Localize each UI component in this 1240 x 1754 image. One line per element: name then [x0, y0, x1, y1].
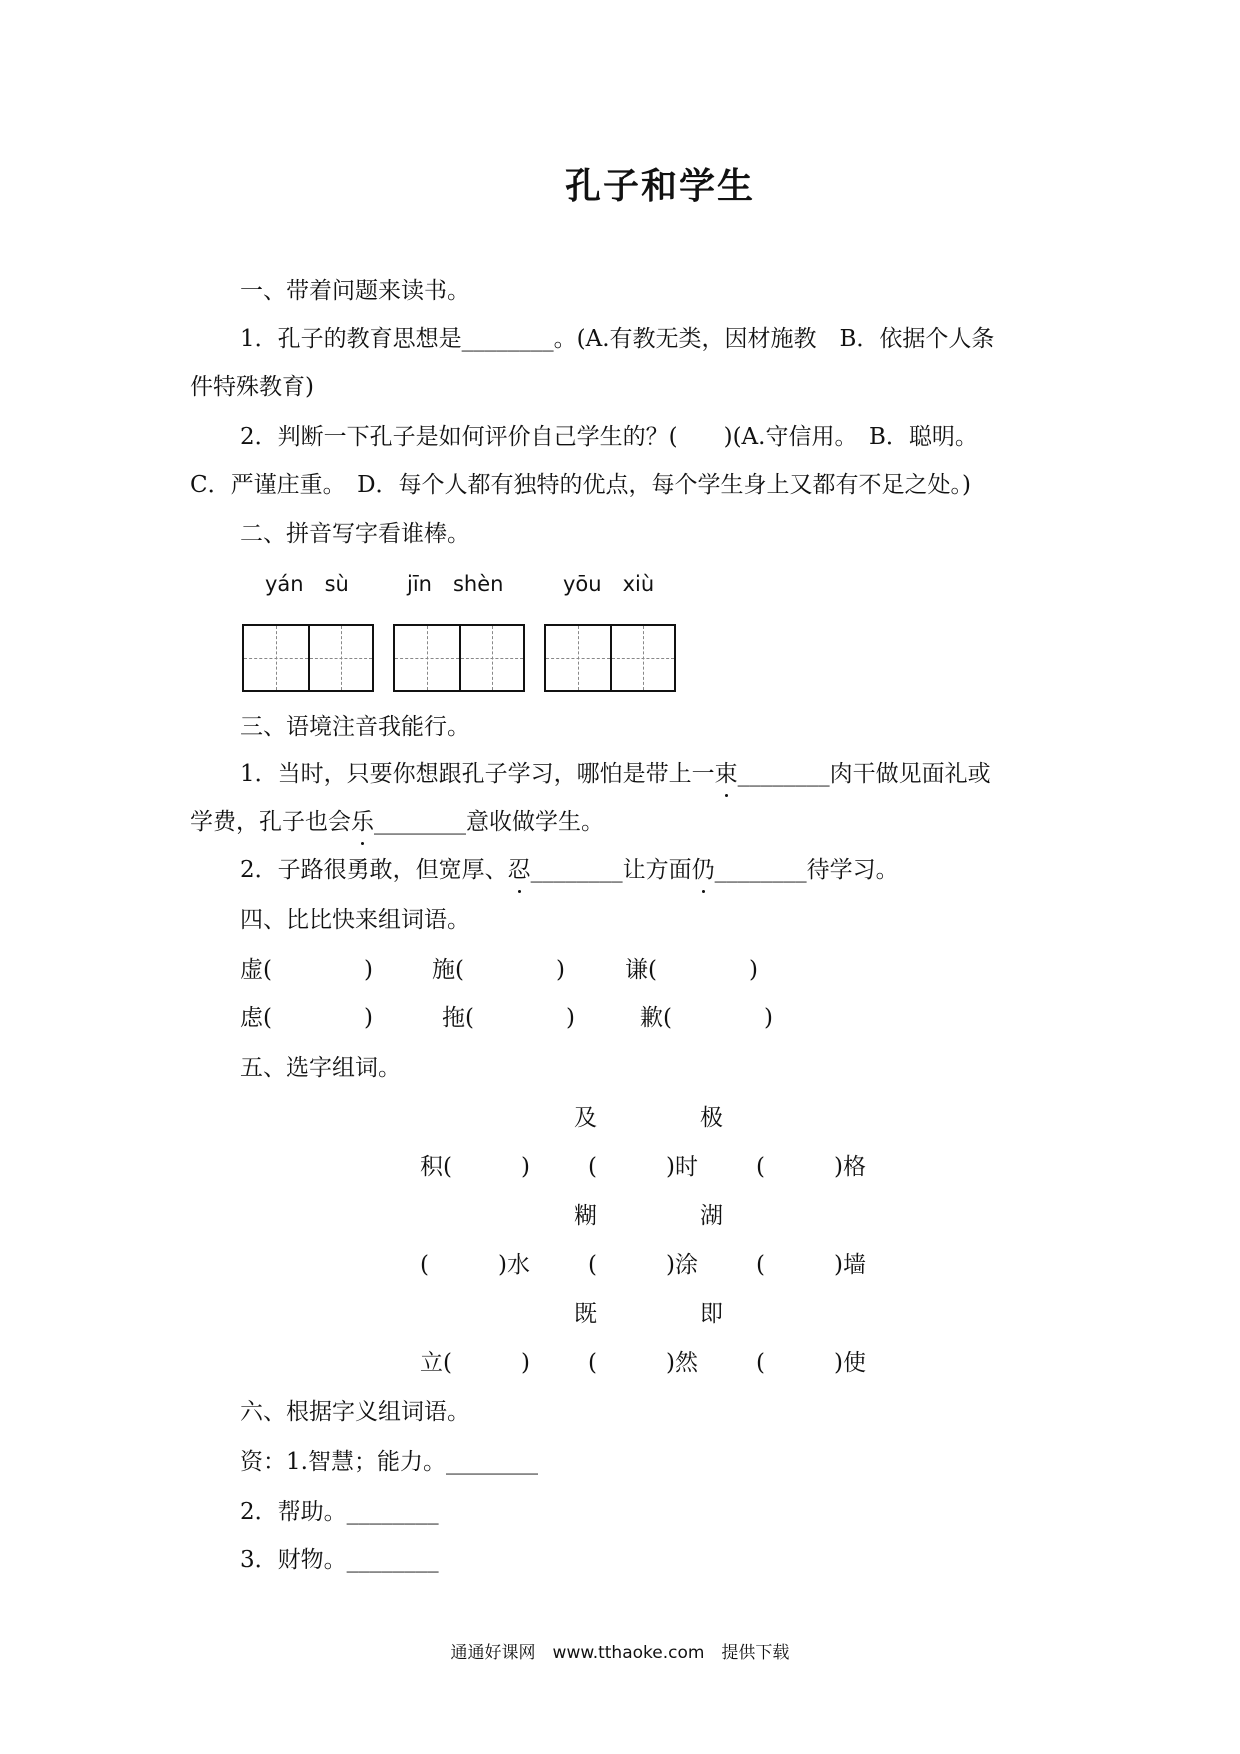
question-1-line-1: 1．孔子的教育思想是________。(A.有教无类，因材施教 B．依据个人条 [240, 326, 995, 352]
writing-box-1[interactable] [242, 624, 374, 692]
choice-char: 极 [700, 1105, 723, 1131]
question-2-line-2: C．严谨庄重。 D．每个人都有独特的优点，每个学生身上又都有不足之处。) [190, 472, 972, 498]
word-pair-3b: 歉( ) [640, 1005, 773, 1031]
context-line-2 [190, 805, 604, 839]
context-text: ________意收做学生。 [374, 809, 604, 835]
dotted-character: 乐 [351, 805, 374, 839]
choice-word: 立( ) [420, 1350, 530, 1376]
context-text: ________待学习。 [714, 857, 899, 883]
choice-word: ( )墙 [756, 1252, 866, 1278]
writing-cell[interactable] [395, 626, 459, 690]
meaning-item-2: 2．帮助。________ [240, 1499, 439, 1525]
section-6-heading: 六、根据字义组词语。 [240, 1399, 470, 1425]
context-text: ________肉干做见面礼或 [737, 761, 991, 787]
choice-char: 及 [574, 1105, 597, 1131]
choice-word: ( )水 [420, 1252, 530, 1278]
context-text: 2．子路很勇敢，但宽厚、 [240, 857, 508, 883]
dotted-character: 仍 [692, 853, 715, 887]
footer-credit: 通通好课网 www.tthaoke.com 提供下载 [450, 1643, 790, 1663]
word-pair-3a: 谦( ) [625, 957, 758, 983]
section-5-heading: 五、选字组词。 [240, 1055, 401, 1081]
question-2-line-1: 2．判断一下孔子是如何评价自己学生的？( )(A.守信用。 B．聪明。 [240, 424, 978, 450]
pinyin-1: yán sù [265, 572, 349, 596]
writing-cell[interactable] [308, 626, 372, 690]
section-4-heading: 四、比比快来组词语。 [240, 907, 470, 933]
choice-word: 积( ) [420, 1154, 530, 1180]
dotted-character: 忍 [508, 853, 531, 887]
context-text: 1．当时，只要你想跟孔子学习，哪怕是带上一 [240, 761, 715, 787]
choice-char: 糊 [574, 1203, 597, 1229]
choice-char: 湖 [700, 1203, 723, 1229]
choice-word: ( )涂 [588, 1252, 698, 1278]
choice-word: ( )使 [756, 1350, 866, 1376]
choice-word: ( )时 [588, 1154, 698, 1180]
pinyin-3: yōu xiù [563, 572, 655, 596]
choice-char: 即 [700, 1301, 723, 1327]
section-3-heading: 三、语境注音我能行。 [240, 714, 470, 740]
choice-char: 既 [574, 1301, 597, 1327]
choice-word: ( )格 [756, 1154, 866, 1180]
pinyin-2: jīn shèn [407, 572, 504, 596]
word-pair-2b: 拖( ) [442, 1005, 575, 1031]
section-2-heading: 二、拼音写字看谁棒。 [240, 521, 470, 547]
page-title: 孔子和学生 [564, 165, 755, 207]
writing-cell[interactable] [546, 626, 610, 690]
writing-box-3[interactable] [544, 624, 676, 692]
writing-cell[interactable] [244, 626, 308, 690]
writing-cell[interactable] [610, 626, 674, 690]
context-text: 学费，孔子也会 [190, 809, 351, 835]
context-text: ________让方面 [530, 857, 692, 883]
writing-cell[interactable] [459, 626, 523, 690]
meaning-item-1: 资：1.智慧；能力。________ [240, 1449, 538, 1475]
word-pair-1b: 虑( ) [240, 1005, 373, 1031]
choice-word: ( )然 [588, 1350, 698, 1376]
context-line-1 [240, 757, 991, 791]
dotted-character: 束 [715, 757, 738, 791]
word-pair-1a: 虚( ) [240, 957, 373, 983]
meaning-item-3: 3．财物。________ [240, 1547, 439, 1573]
section-1-heading: 一、带着问题来读书。 [240, 278, 470, 304]
context-line-3 [240, 853, 899, 887]
question-1-line-2: 件特殊教育) [190, 374, 314, 400]
writing-box-2[interactable] [393, 624, 525, 692]
word-pair-2a: 施( ) [432, 957, 565, 983]
